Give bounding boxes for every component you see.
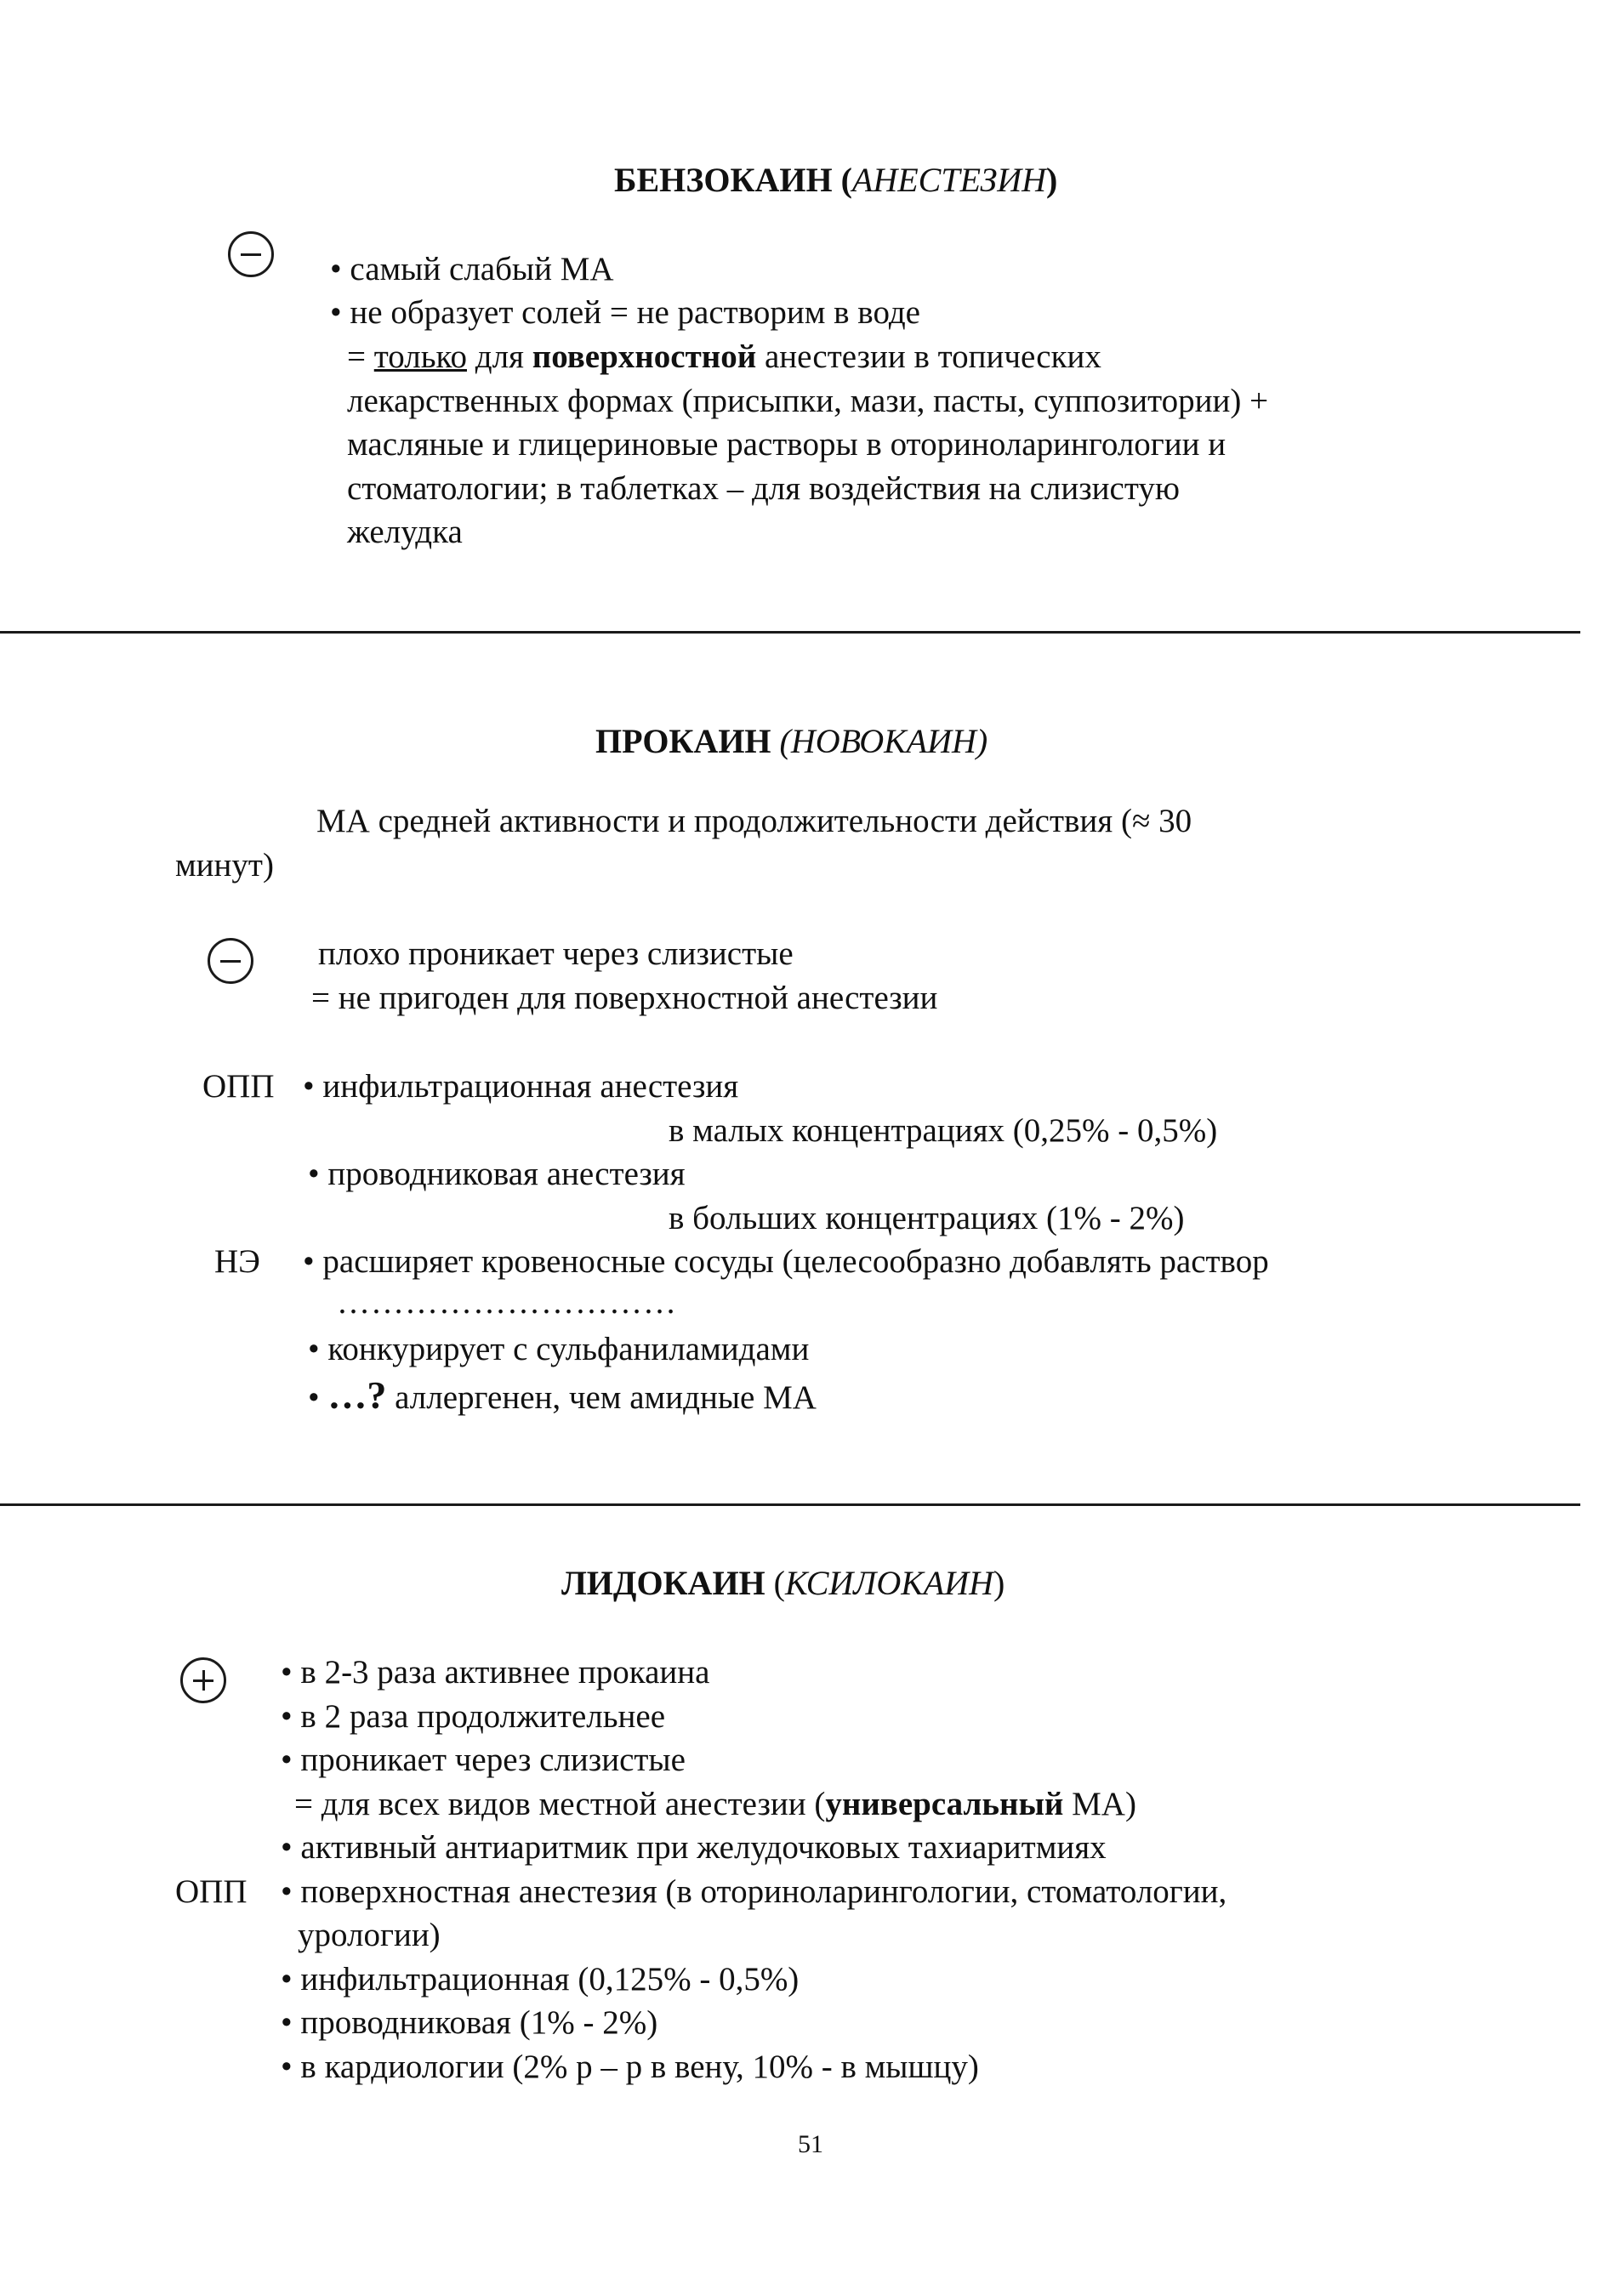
- benzocaine-bullet-2: • не образует солей = не растворим в воде: [330, 294, 920, 331]
- procaine-title: ПРОКАИН (НОВОКАИН): [595, 722, 988, 760]
- benzocaine-line-5: масляные и глицериновые растворы в оториноларингологии и: [347, 426, 1226, 463]
- procaine-label-opp: ОПП: [202, 1068, 275, 1105]
- benzocaine-line-4: лекарственных формах (присыпки, мази, пасты, суппозитории) +: [347, 383, 1269, 419]
- benzocaine-line-7: желудка: [347, 514, 463, 550]
- procaine-opp-1b: в малых концентрациях (0,25% - 0,5%): [669, 1112, 1218, 1149]
- lidocaine-plus-2: • в 2 раза продолжительнее: [281, 1698, 666, 1735]
- procaine-intro-1: МА средней активности и продолжительности действия (≈ 30: [316, 803, 1192, 839]
- procaine-minus-1: плохо проникает через слизистые: [318, 935, 794, 972]
- plus-icon: [180, 1657, 226, 1703]
- lidocaine-label-opp: ОПП: [175, 1873, 248, 1910]
- lidocaine-title: ЛИДОКАИН (КСИЛОКАИН): [561, 1564, 1005, 1602]
- procaine-opp-2b: в больших концентрациях (1% - 2%): [669, 1200, 1185, 1236]
- procaine-intro-2: минут): [175, 847, 274, 884]
- lidocaine-plus-1: • в 2-3 раза активнее прокаина: [281, 1654, 710, 1691]
- section-divider: [0, 631, 1580, 634]
- procaine-ne-1: • расширяет кровеносные сосуды (целесообразно добавлять раствор: [303, 1243, 1269, 1280]
- section-divider: [0, 1503, 1580, 1506]
- minus-icon: [208, 938, 253, 984]
- lidocaine-opp-4: • в кардиологии (2% р – р в вену, 10% - в мышцу): [281, 2049, 979, 2085]
- benzocaine-bullet-1: • самый слабый МА: [330, 251, 614, 287]
- lidocaine-opp-1: • поверхностная анестезия (в оториноларингологии, стоматологии,: [281, 1873, 1227, 1910]
- procaine-label-ne: НЭ: [214, 1243, 260, 1280]
- procaine-minus-2: = не пригоден для поверхностной анестезии: [311, 980, 938, 1016]
- minus-icon: [228, 231, 274, 277]
- benzocaine-line-6: стоматологии; в таблетках – для воздействия на слизистую: [347, 470, 1180, 507]
- procaine-ne-3: • …? аллергенен, чем амидные МА: [308, 1373, 817, 1417]
- lidocaine-plus-4: = для всех видов местной анестезии (универсальный МА): [294, 1786, 1136, 1822]
- lidocaine-plus-3: • проникает через слизистые: [281, 1742, 686, 1778]
- procaine-ne-1b: …………………………: [337, 1284, 677, 1321]
- procaine-ne-2: • конкурирует с сульфаниламидами: [308, 1331, 810, 1367]
- procaine-opp-2: • проводниковая анестезия: [308, 1156, 686, 1192]
- benzocaine-line-3: = только для поверхностной анестезии в топических: [347, 338, 1101, 375]
- lidocaine-opp-2: • инфильтрационная (0,125% - 0,5%): [281, 1961, 800, 1998]
- lidocaine-opp-1b: урологии): [298, 1917, 441, 1953]
- lidocaine-opp-3: • проводниковая (1% - 2%): [281, 2004, 658, 2041]
- lidocaine-plus-5: • активный антиаритмик при желудочковых тахиаритмиях: [281, 1829, 1107, 1866]
- benzocaine-title: БЕНЗОКАИН (АНЕСТЕЗИН): [614, 161, 1058, 199]
- page-number: 51: [798, 2130, 823, 2158]
- procaine-opp-1: • инфильтрационная анестезия: [303, 1068, 739, 1105]
